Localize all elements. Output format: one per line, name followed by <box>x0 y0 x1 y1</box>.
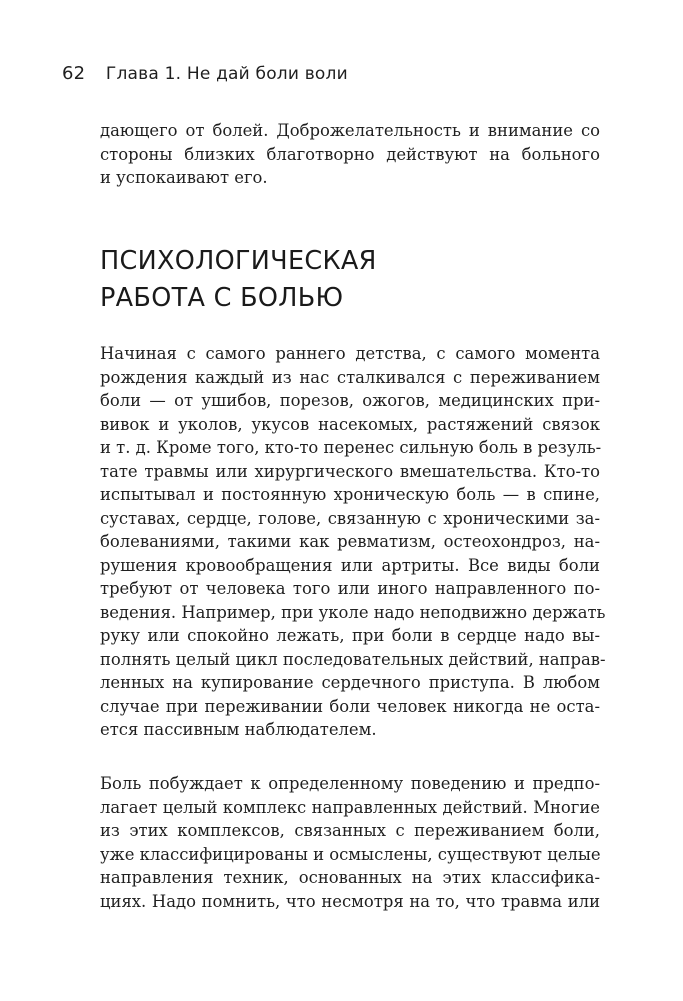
running-header <box>62 63 348 84</box>
paragraph-line: ведения. Например, при уколе надо неподвижно держать <box>100 602 606 622</box>
section-heading <box>100 243 377 317</box>
paragraph-line: из этих комплексов, связанных с переживанием боли, <box>100 821 600 840</box>
paragraph-line: и успокаивают его. <box>100 168 268 187</box>
heading-line: ПСИХОЛОГИЧЕСКАЯ <box>100 246 377 276</box>
heading-line: РАБОТА С БОЛЬЮ <box>100 283 344 313</box>
paragraph-line: болеваниями, такими как ревматизм, остеохондроз, на- <box>100 532 600 551</box>
paragraph-line: лагает целый комплекс направленных действий. Многие <box>100 797 600 817</box>
running-title: Глава 1. Не дай боли воли <box>105 64 348 84</box>
paragraph-line: циях. Надо помнить, что несмотря на то, что травма или <box>100 891 600 911</box>
paragraph-line: руку или спокойно лежать, при боли в сердце надо вы- <box>100 626 600 645</box>
paragraph-line: ленных на купирование сердечного приступа. В любом <box>100 673 600 692</box>
page-number: 62 <box>62 63 86 84</box>
paragraph-line: боли — от ушибов, порезов, ожогов, медицинских при- <box>100 391 600 410</box>
paragraph-line: рождения каждый из нас сталкивался с переживанием <box>100 367 600 387</box>
paragraph-line: стороны близких благотворно действуют на больного <box>100 144 600 164</box>
paragraph-line: случае при переживании боли человек никогда не оста- <box>100 696 600 716</box>
paragraph-line: полнять целый цикл последовательных действий, направ- <box>100 649 606 669</box>
paragraph-line: направления техник, основанных на этих классифика- <box>100 868 600 887</box>
paragraph-line: требуют от человека того или иного направленного по- <box>100 579 600 598</box>
paragraph-line: ется пассивным наблюдателем. <box>100 720 377 739</box>
paragraph-line: вивок и уколов, укусов насекомых, растяжений связок <box>100 414 600 434</box>
paragraph-line: тате травмы или хирургического вмешательства. Кто-то <box>100 461 600 481</box>
paragraph-line: Начиная с самого раннего детства, с самого момента <box>100 344 600 363</box>
paragraph-1 <box>100 342 606 742</box>
paragraph-line: испытывал и постоянную хроническую боль — в спине, <box>100 485 600 504</box>
paragraph-line: Боль побуждает к определенному поведению и предпо- <box>100 774 600 793</box>
paragraph-line: рушения кровообращения или артриты. Все виды боли <box>100 555 600 575</box>
paragraph-line: суставах, сердце, голове, связанную с хроническими за- <box>100 508 600 528</box>
paragraph-line: уже классифицированы и осмыслены, существуют целые <box>100 844 601 864</box>
paragraph-line: дающего от болей. Доброжелательность и внимание со <box>100 121 600 140</box>
paragraph-line: и т. д. Кроме того, кто-то перенес сильную боль в резуль- <box>100 438 602 457</box>
paragraph-2 <box>100 772 600 913</box>
intro-paragraph <box>100 119 600 190</box>
